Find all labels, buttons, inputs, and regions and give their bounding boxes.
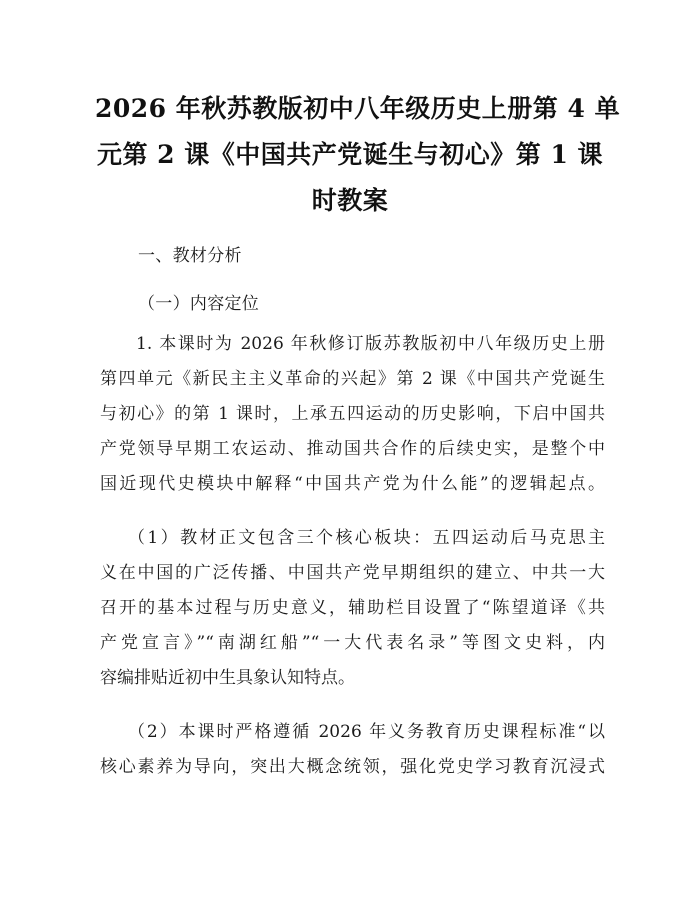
title-line-1: 2026 年秋苏教版初中八年级历史上册第 4 单	[95, 94, 621, 123]
paragraph-1-line-1: 1. 本课时为 2026 年秋修订版苏教版初中八年级历史上册	[136, 334, 605, 354]
paragraph-2-line-5: 容编排贴近初中生具象认知特点。	[100, 668, 355, 688]
paragraph-1-line-2: 第四单元《新民主主义革命的兴起》第 2 课《中国共产党诞生	[100, 369, 605, 389]
paragraph-3-line-2: 核心素养为导向，突出大概念统领，强化党史学习教育沉浸式	[100, 757, 605, 777]
section-heading: 一、教材分析	[138, 246, 242, 266]
subsection-heading: （一）内容定位	[138, 294, 260, 314]
paragraph-2-line-4: 产党宣言》”“南湖红船”“一大代表名录”等图文史料，内	[100, 633, 605, 653]
title-line-3: 时教案	[311, 186, 389, 215]
paragraph-3	[100, 715, 605, 785]
paragraph-1-line-5: 国近现代史模块中解释“中国共产党为什么能”的逻辑起点。	[100, 474, 605, 494]
paragraph-2	[100, 521, 605, 696]
paragraph-2-line-3: 召开的基本过程与历史意义，辅助栏目设置了“陈望道译《共	[100, 598, 605, 618]
paragraph-1	[100, 327, 605, 502]
paragraph-3-line-1: （2）本课时严格遵循 2026 年义务教育历史课程标准“以	[128, 722, 605, 742]
paragraph-2-line-2: 义在中国的广泛传播、中国共产党早期组织的建立、中共一大	[100, 563, 605, 583]
paragraph-1-line-4: 产党领导早期工农运动、推动国共合作的后续史实，是整个中	[100, 439, 605, 459]
title-line-2: 元第 2 课《中国共产党诞生与初心》第 1 课	[96, 140, 604, 169]
paragraph-2-line-1: （1）教材正文包含三个核心板块：五四运动后马克思主	[128, 528, 605, 548]
document-title	[95, 86, 621, 224]
paragraph-1-line-3: 与初心》的第 1 课时，上承五四运动的历史影响，下启中国共	[100, 404, 605, 424]
